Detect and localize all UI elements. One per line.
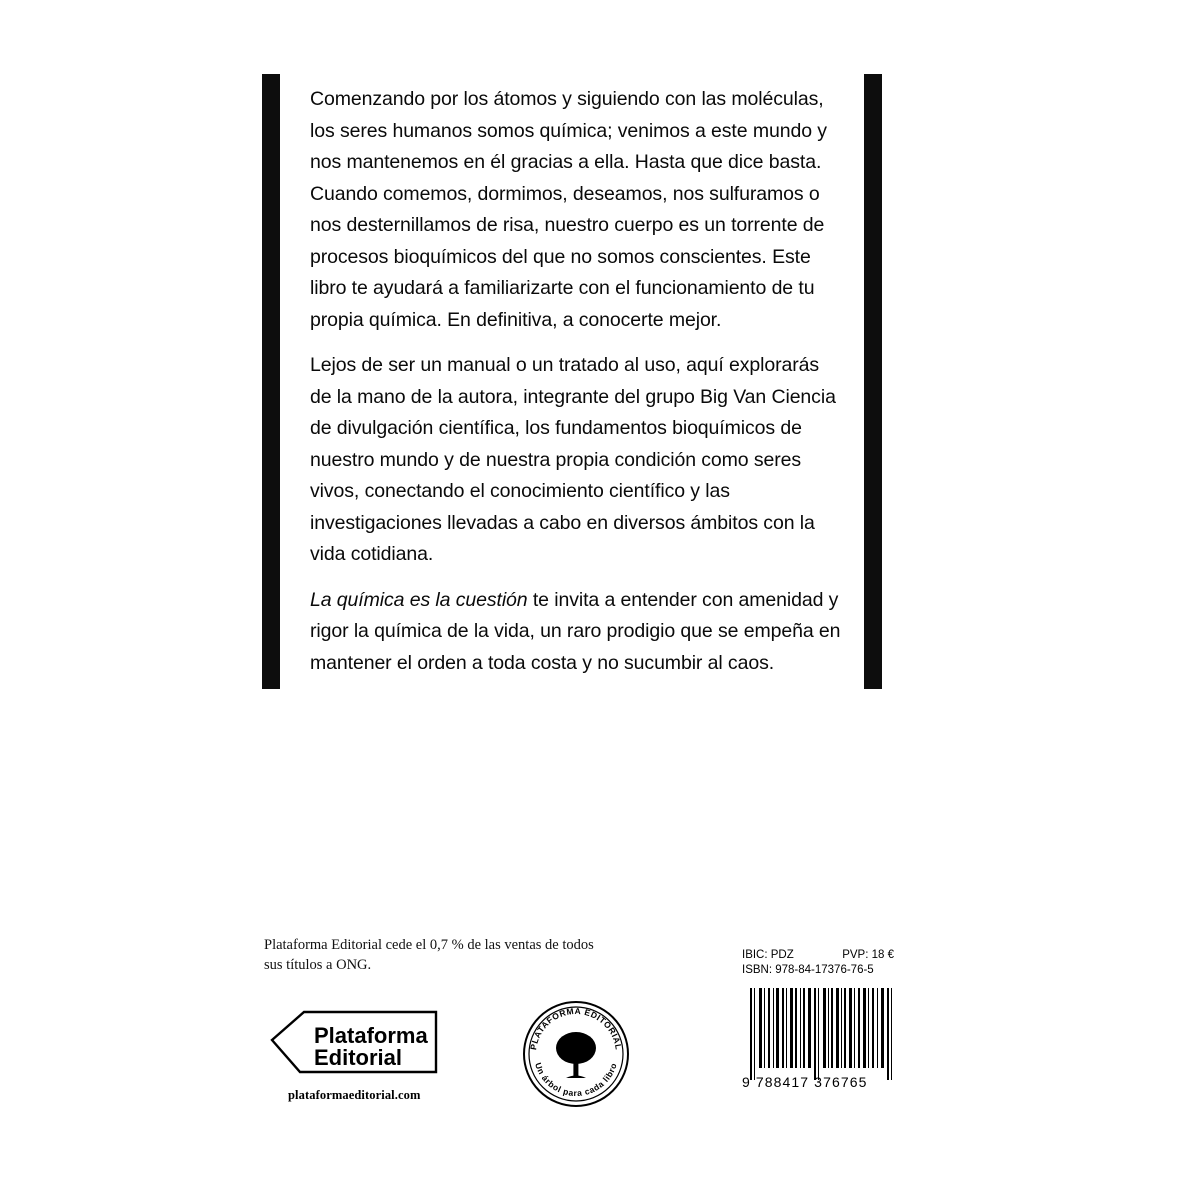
svg-text:Plataforma: Plataforma: [314, 1023, 428, 1048]
tree-seal-icon: [520, 998, 632, 1110]
price-label: PVP: 18 €: [842, 949, 894, 961]
decorative-bar-right: [864, 74, 882, 689]
barcode-meta-row: [742, 948, 894, 963]
blurb-paragraph-2: Lejos de ser un manual o un tratado al uso, aquí explorarás de la mano de la autora, integrante del grupo Big Van Ciencia de divulgación científica, los fundamentos bioquímicos de nuestro mundo y de nuestra propia condición como seres vivos, conectando el conocimiento científico y las investigaciones llevadas a cabo en diversos ámbitos con la vida cotidiana.: [310, 354, 836, 565]
blurb-paragraph-3-rest: te invita a entender con amenidad y rigor la química de la vida, un raro prodigio que se empeña en mantener el orden a toda costa y no sucumbir al caos.: [310, 588, 841, 674]
plataforma-editorial-logo-icon: [268, 1010, 440, 1082]
publisher-logo: [268, 1010, 443, 1115]
svg-text:Editorial: Editorial: [314, 1045, 403, 1070]
ong-donation-note: Plataforma Editorial cede el 0,7 % de las ventas de todos sus títulos a ONG.: [264, 937, 594, 973]
decorative-bar-left: [262, 74, 280, 689]
blurb-section: [262, 74, 882, 689]
svg-text:Un árbol para cada libro: Un árbol para cada libro: [533, 1061, 619, 1099]
barcode-digits: 9 788417 376765: [742, 1074, 868, 1090]
blurb-paragraph-3: [310, 585, 845, 680]
blurb-paragraph-1: Comenzando por los átomos y siguiendo con las moléculas, los seres humanos somos química; venimos a este mundo y nos mantenemos en él gracias a ella. Hasta que dice basta. Cuando comemos, dormimos, deseamos, nos sulfuramos o nos desternillamos de risa, nuestro cuerpo es un torrente de procesos bioquímicos del que no somos conscientes. Este libro te ayudará a familiarizarte con el funcionamiento de tu propia química. En definitiva, a conocerte mejor.: [310, 88, 827, 331]
svg-text:PLATAFORMA EDITORIAL: PLATAFORMA EDITORIAL: [528, 1005, 624, 1051]
ibic-code: IBIC: PDZ: [742, 949, 794, 961]
publisher-website[interactable]: plataformaeditorial.com: [288, 1088, 421, 1102]
ean13-barcode: [742, 988, 902, 1080]
book-title: La química es la cuestión: [310, 588, 528, 611]
blurb-text: [310, 84, 845, 679]
barcode-bars-icon: [742, 988, 902, 1080]
footer: [0, 930, 1200, 1120]
barcode-block: [742, 948, 902, 1108]
isbn-code: ISBN: 978-84-17376-76-5: [742, 964, 874, 976]
